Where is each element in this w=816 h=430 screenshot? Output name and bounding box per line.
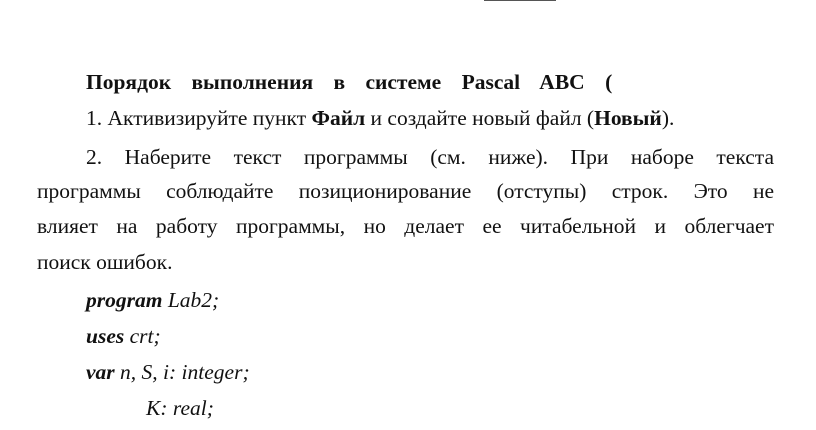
code-keyword-program: program bbox=[86, 288, 163, 312]
menu-new-label: Новый bbox=[594, 106, 662, 130]
code-keyword-uses: uses bbox=[86, 324, 125, 348]
code-line-uses bbox=[86, 326, 161, 348]
step-1-prefix: 1. Активизируйте пункт bbox=[86, 106, 312, 130]
step-1-suffix: ). bbox=[661, 106, 675, 130]
code-var-declaration: n, S, i: integer; bbox=[114, 360, 250, 384]
step-1 bbox=[86, 108, 674, 130]
menu-file-label: Файл bbox=[311, 106, 366, 130]
code-line-real: K: real; bbox=[146, 396, 214, 420]
code-line-var bbox=[86, 362, 250, 384]
step-1-middle: и создайте новый файл ( bbox=[365, 106, 595, 130]
step-2-line-2: программы соблюдайте позиционирование (отступы) строк. Это не bbox=[37, 179, 774, 203]
section-heading: Порядок выполнения в системе Pascal ABC ( bbox=[86, 70, 613, 94]
code-uses-list: crt; bbox=[124, 324, 161, 348]
code-keyword-var: var bbox=[86, 360, 115, 384]
step-2-line-1: 2. Наберите текст программы (см. ниже). При наборе текста bbox=[86, 145, 774, 169]
code-line-program bbox=[86, 290, 219, 312]
code-program-name: Lab2; bbox=[162, 288, 220, 312]
step-2-line-3: влияет на работу программы, но делает ее читабельной и облегчает bbox=[37, 214, 774, 238]
top-rule bbox=[484, 0, 556, 1]
step-2-line-4: поиск ошибок. bbox=[37, 250, 173, 274]
